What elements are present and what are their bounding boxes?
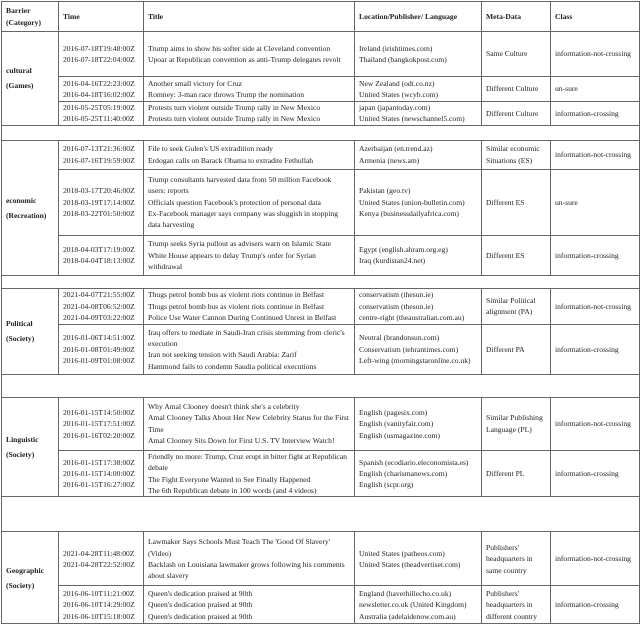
table-row [2,324,640,374]
meta-data-cell: Similar economic Situations (ES) [482,140,551,169]
spacer-cell [2,497,640,532]
time-cell [59,288,144,324]
timestamp: 2021-04-07T21:55:00Z [63,290,135,300]
header-meta-data: Meta-Data [482,2,551,32]
title-cell [144,235,355,275]
timestamp: 2018-03-19T17:14:00Z [63,197,135,207]
meta-data-cell: Similar Publishing Language (PL) [482,397,551,450]
timestamp: 2016-01-15T14:50:00Z [63,407,135,417]
article-title: Trump seeks Syria pullout as advisers warn on Islamic State [148,239,331,249]
location-cell [355,450,482,497]
title-cell [144,397,355,450]
article-title: Another small victory for Cruz [148,78,243,88]
location-publisher: English (pagesix.com) [359,407,428,417]
title-cell [144,140,355,169]
class-cell: information-crossing [551,324,640,374]
barrier-cell [2,288,59,374]
timestamp: 2016-06-10T11:21:00Z [63,588,135,598]
article-title: The 6th Republican debate in 100 words (and 4 videos) [148,486,317,496]
meta-data-cell: Similar Political alignment (PA) [482,288,551,324]
location-publisher: Azerbaijan (en.trend.az) [359,144,433,154]
timestamp: 2016-01-06T14:51:00Z [63,333,135,343]
barrier-name: cultural [6,66,32,76]
title-cell [144,532,355,586]
timestamp: 2016-01-09T01:08:00Z [63,356,135,366]
article-title: Friendly no more: Trump, Cruz erupt in bitter fight at Republican debate [148,451,347,473]
location-publisher: Egypt (english.ahram.org.eg) [359,244,448,254]
table-row [2,450,640,497]
barrier-category: (Society) [6,580,35,590]
timestamp: 2016-05-25T11:40:00Z [63,114,135,124]
article-title: Lawmaker Says Schools Must Teach The 'Good Of Slavery' (Video) [148,537,331,558]
timestamp: 2021-04-28T22:52:00Z [63,559,135,569]
article-title: Queen's dedication praised at 90th [148,600,253,610]
barrier-category: (Society) [6,450,35,460]
location-publisher: Armenia (news.am) [359,155,420,165]
spacer-cell [2,275,640,288]
article-title: Trump consultants harvested data from 50 million Facebook users: reports [148,174,332,196]
location-publisher: japan (japantoday.com) [359,103,431,112]
class-cell: information-crossing [551,450,640,497]
time-cell [59,532,144,586]
barrier-category: (Society) [6,334,35,344]
location-publisher: United States (theadvertiser.com) [359,559,461,569]
timestamp: 2018-04-03T17:19:00Z [63,244,135,254]
class-cell: un-sure [551,77,640,102]
article-title: Erdogan calls on Barack Obama to extradite Fethullah [148,155,314,165]
spacer-row [2,497,640,532]
table-row [2,77,640,102]
meta-data-cell: Same Culture [482,32,551,77]
class-cell: information-crossing [551,586,640,624]
timestamp: 2016-07-18T19:48:00Z [63,43,135,53]
time-cell [59,140,144,169]
timestamp: 2016-07-18T22:04:00Z [63,55,135,64]
meta-data-cell: Publishers' headquarters in different country [482,586,551,624]
title-cell [144,32,355,77]
article-title: Backlash on Louisiana lawmaker grows following his comments about slavery [148,559,345,581]
location-publisher: Spanish (ecodiario.eleconomista.es) [359,457,469,467]
article-title: Romney: 3-man race throws Trump the nomination [148,90,305,99]
timestamp: 2016-06-10T14:29:00Z [63,600,135,610]
barrier-name: economic [6,195,37,205]
timestamp: 2016-01-15T16:27:00Z [63,480,135,490]
barrier-name: Political [6,319,33,329]
location-publisher: Australia (adelaidenow.com.au) [359,611,456,621]
meta-data-cell: Different ES [482,169,551,235]
header-title: Title [144,2,355,32]
article-title: Queen's dedication praised at 90th [148,611,253,621]
barrier-cell [2,32,59,126]
timestamp: 2021-04-08T06:52:00Z [63,301,135,311]
location-publisher: conservatism (thesun.ie) [359,301,434,311]
time-cell [59,450,144,497]
location-cell [355,169,482,235]
barrier-category: (Games) [6,81,34,91]
timestamp: 2021-04-28T11:48:00Z [63,548,135,558]
article-title: Officials question Facebook's protection of personal data [148,197,321,207]
location-cell [355,397,482,450]
class-cell: information-not-crossing [551,288,640,324]
location-publisher: United States (union-bulletin.com) [359,197,465,207]
article-title: Hammond fails to condemn Saudia political executions [148,361,317,371]
meta-data-cell: Different Culture [482,102,551,126]
location-publisher: Ireland (irishtimes.com) [359,43,433,53]
location-publisher: conservatism (thesun.ie) [359,290,434,300]
table-row [2,235,640,275]
barrier-category: (Recreation) [6,210,47,220]
location-publisher: New Zealand (odt.co.nz) [359,78,435,88]
meta-data-cell: Different PA [482,324,551,374]
location-publisher: centre-right (theaustralian.com.au) [359,313,465,323]
table-row [2,288,640,324]
article-title: Amal Clooney Talks About Her New Celebrity Status for the First Time [148,413,349,434]
table-body [2,32,640,624]
title-cell [144,450,355,497]
timestamp: 2018-03-17T20:46:00Z [63,186,135,196]
location-publisher: newsletter.co.uk (United Kingdom) [359,600,467,610]
table-row [2,586,640,624]
location-publisher: Conservatism (tehrantimes.com) [359,344,459,354]
location-publisher: English (charismanews.com) [359,468,448,478]
location-publisher: Iraq (kurdistan24.net) [359,256,426,266]
title-cell [144,102,355,126]
barrier-table [1,1,640,624]
meta-data-cell: Different ES [482,235,551,275]
location-publisher: English (usmagazine.com) [359,430,440,440]
title-cell [144,77,355,102]
class-cell: information-not-crossing [551,397,640,450]
barrier-name: Linguistic [6,435,39,445]
article-title: Protests turn violent outside Trump rally in New Mexico [148,114,321,124]
spacer-cell [2,374,640,397]
header-row [2,2,640,32]
article-title: Thugs petrol bomb bus as violent riots continue in Belfast [148,301,325,311]
article-title: Upoar at Republican convention as anti-Trump delegates revolt [148,55,341,64]
class-cell: information-crossing [551,235,640,275]
header-barrier: Barrier (Category) [2,2,59,32]
class-cell: un-sure [551,169,640,235]
timestamp: 2016-05-25T05:19:00Z [63,103,135,112]
header-time: Time [59,2,144,32]
timestamp: 2016-01-15T17:51:00Z [63,419,135,429]
article-title: File to seek Gulen's US extradition ready [148,144,273,154]
location-cell [355,586,482,624]
title-cell [144,169,355,235]
location-publisher: English (scpr.org) [359,480,414,490]
timestamp: 2016-01-08T01:49:00Z [63,344,135,354]
article-title: Ex-Facebook manager says company was sluggish in stopping data harvesting [148,209,339,230]
article-title: Iraq offers to mediate in Saudi-Iran crisis stemming from cleric's execution [148,327,345,348]
timestamp: 2016-07-16T19:59:00Z [63,155,135,165]
article-title: Trump aims to show his softer side at Cleveland convention [148,43,331,53]
title-cell [144,324,355,374]
timestamp: 2016-01-16T02:20:00Z [63,430,135,440]
location-publisher: Thailand (bangkokpost.com) [359,55,447,64]
spacer-row [2,275,640,288]
barrier-cell [2,532,59,624]
location-publisher: English (vanityfair.com) [359,419,434,429]
table-row [2,32,640,77]
time-cell [59,169,144,235]
barrier-cell [2,140,59,275]
timestamp: 2016-06-10T15:18:00Z [63,611,135,621]
title-cell [144,288,355,324]
time-cell [59,235,144,275]
header-location: Location/Publisher/ Language [355,2,482,32]
location-publisher: Neutral (brandonsun.com) [359,333,440,343]
article-title: Queen's dedication praised at 90th [148,588,253,598]
spacer-row [2,374,640,397]
location-cell [355,102,482,126]
meta-data-cell: Publishers' headquarters in same country [482,532,551,586]
location-publisher: Left-wing (morningstaronline.co.uk) [359,356,471,366]
article-title: Thugs petrol bomb bus as violent riots continue in Belfast [148,290,325,300]
barrier-name: Geographic [6,565,44,575]
location-cell [355,532,482,586]
location-publisher: United States (newschannel5.com) [359,114,465,124]
article-title: Why Amal Clooney doesn't think she's a celebrity [148,402,300,411]
timestamp: 2018-04-04T18:13:00Z [63,256,135,266]
time-cell [59,32,144,77]
location-publisher: England (haverhillecho.co.uk) [359,588,452,598]
meta-data-cell: Different Culture [482,77,551,102]
timestamp: 2016-07-13T21:36:00Z [63,144,135,154]
header-class: Class [551,2,640,32]
table-row [2,140,640,169]
location-publisher: United States (wcyb.com) [359,90,439,99]
timestamp: 2021-04-09T03:22:00Z [63,313,135,323]
timestamp: 2018-03-22T01:50:00Z [63,209,135,219]
meta-data-cell: Different PL [482,450,551,497]
table-row [2,102,640,126]
location-cell [355,140,482,169]
location-publisher: United States (patheos.com) [359,548,445,558]
location-cell [355,77,482,102]
time-cell [59,586,144,624]
location-cell [355,235,482,275]
article-title: Protests turn violent outside Trump rally in New Mexico [148,103,321,112]
title-cell [144,586,355,624]
location-cell [355,324,482,374]
class-cell: information-crossing [551,102,640,126]
location-publisher: Kenya (businessdailyafrica.com) [359,209,459,219]
location-publisher: Pakistan (geo.tv) [359,186,411,196]
table-row [2,169,640,235]
location-cell [355,288,482,324]
timestamp: 2016-01-15T14:00:00Z [63,468,135,478]
location-cell [355,32,482,77]
class-cell: information-not-crossing [551,140,640,169]
table-row [2,532,640,586]
class-cell: information-not-crossing [551,532,640,586]
time-cell [59,397,144,450]
timestamp: 2016-04-18T16:02:00Z [63,90,135,99]
article-title: The Fight Everyone Wanted to See Finally Happened [148,474,311,484]
time-cell [59,77,144,102]
spacer-cell [2,125,640,140]
spacer-row [2,125,640,140]
time-cell [59,324,144,374]
article-title: Police Use Water Cannon During Continued Unrest in Belfast [148,313,337,323]
article-title: Amal Clooney Sits Down for First U.S. TV Interview Watch! [148,436,335,446]
timestamp: 2016-04-16T22:23:00Z [63,78,135,88]
class-cell: information-not-crossing [551,32,640,77]
article-title: White House appears to delay Trump's order for Syrian withdrawal [148,250,316,272]
time-cell [59,102,144,126]
table-row [2,397,640,450]
barrier-cell [2,397,59,497]
article-title: Iran not seeking tension with Saudi Arabia: Zarif [148,350,297,360]
timestamp: 2016-01-15T17:38:00Z [63,457,135,467]
